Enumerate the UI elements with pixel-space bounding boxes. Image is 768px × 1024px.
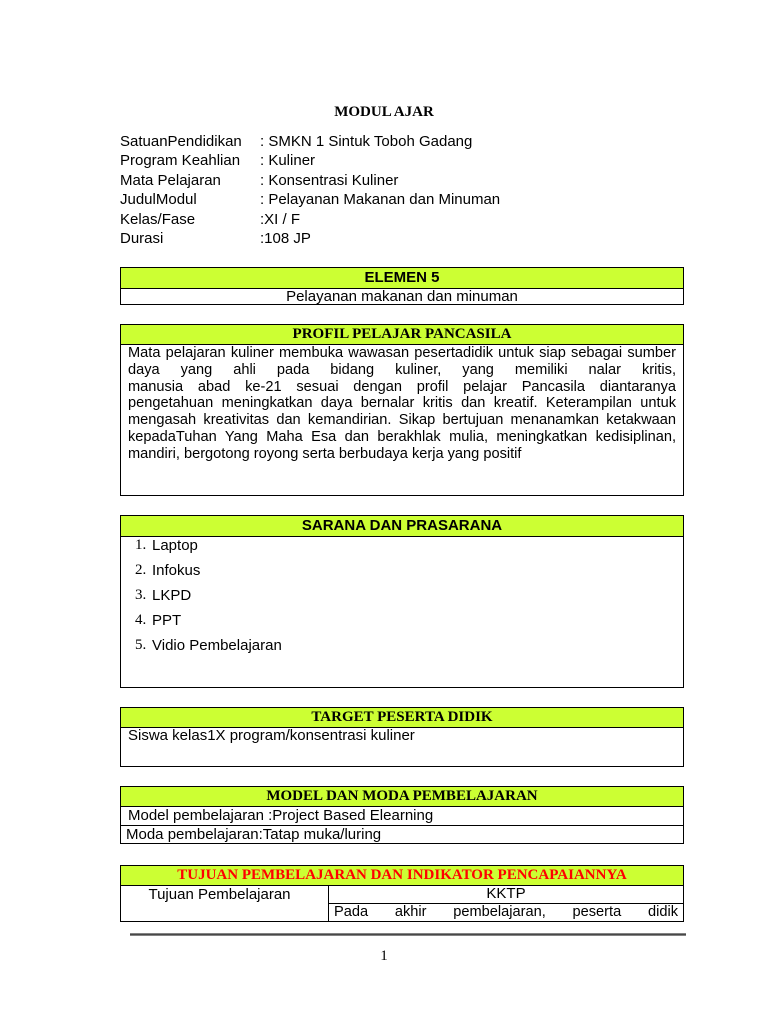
target-table bbox=[120, 707, 684, 767]
list-number: 5. bbox=[135, 637, 147, 653]
elemen-header: ELEMEN 5 bbox=[121, 268, 683, 289]
model-row: Model pembelajaran :Project Based Elearning bbox=[121, 807, 683, 826]
profil-line-2: manusia abad ke-21 sesuai dengan profil pelajar Pancasila diantaranya pengetahuan meningkatkan daya bernalar kritis dan kreatif. Keterampilan untuk mengasah kreativitas dan kemandirian. Sikap bertujuan menanamkan ketakwaan kepadaTuhan Yang Maha Esa dan berakhlak mulia, meningkatkan kedisiplinan, mandiri, bergotong royong serta berbudaya kerja yang positif bbox=[128, 378, 676, 462]
list-item bbox=[135, 637, 683, 662]
list-item bbox=[135, 612, 683, 637]
meta-row bbox=[120, 229, 500, 248]
list-text: Laptop bbox=[152, 537, 198, 554]
list-item bbox=[135, 587, 683, 612]
tujuan-body bbox=[121, 886, 683, 921]
sarana-header: SARANA DAN PRASARANA bbox=[121, 516, 683, 537]
target-header: TARGET PESERTA DIDIK bbox=[121, 708, 683, 728]
kktp-col-header: KKTP bbox=[329, 886, 683, 904]
meta-value: :XI / F bbox=[260, 210, 301, 228]
kktp-column bbox=[329, 886, 683, 921]
model-table bbox=[120, 786, 684, 844]
tujuan-col-header: Tujuan Pembelajaran bbox=[121, 886, 329, 921]
profil-header: PROFIL PELAJAR PANCASILA bbox=[121, 325, 683, 345]
meta-label: SatuanPendidikan bbox=[120, 133, 242, 150]
meta-row bbox=[120, 151, 500, 170]
target-content: Siswa kelas1X program/konsentrasi kuliner bbox=[128, 727, 415, 744]
list-text: PPT bbox=[152, 612, 182, 629]
profil-text bbox=[121, 345, 683, 463]
moda-row: Moda pembelajaran:Tatap muka/luring bbox=[126, 826, 382, 843]
meta-label: Mata Pelajaran bbox=[120, 171, 221, 189]
meta-row bbox=[120, 190, 500, 209]
page-divider bbox=[130, 933, 686, 936]
meta-label: Program Keahlian bbox=[120, 152, 241, 170]
list-number: 4. bbox=[135, 612, 147, 628]
list-text: Vidio Pembelajaran bbox=[152, 637, 282, 654]
tujuan-table bbox=[120, 865, 684, 922]
meta-label: Kelas/Fase bbox=[120, 210, 196, 228]
meta-label: JudulModul bbox=[120, 191, 197, 209]
page-number: 1 bbox=[380, 948, 388, 964]
meta-value: : Konsentrasi Kuliner bbox=[260, 171, 399, 189]
meta-row bbox=[120, 210, 500, 229]
list-item bbox=[135, 562, 683, 587]
meta-value: : Pelayanan Makanan dan Minuman bbox=[260, 191, 501, 209]
list-text: LKPD bbox=[152, 587, 192, 604]
list-number: 3. bbox=[135, 587, 147, 603]
meta-value: : SMKN 1 Sintuk Toboh Gadang bbox=[260, 133, 473, 150]
tujuan-header: TUJUAN PEMBELAJARAN DAN INDIKATOR PENCAPAIANNYA bbox=[121, 866, 683, 886]
meta-value: : Kuliner bbox=[260, 152, 316, 170]
list-text: Infokus bbox=[152, 562, 201, 579]
model-header: MODEL DAN MODA PEMBELAJARAN bbox=[121, 787, 683, 807]
profil-table bbox=[120, 324, 684, 496]
kktp-partial-text: Pada akhir pembelajaran, peserta didik bbox=[334, 904, 678, 920]
meta-row bbox=[120, 132, 500, 151]
meta-label: Durasi bbox=[120, 229, 164, 247]
sarana-list bbox=[121, 537, 683, 662]
module-info bbox=[120, 132, 500, 248]
list-number: 2. bbox=[135, 562, 147, 578]
meta-row bbox=[120, 171, 500, 190]
elemen-table bbox=[120, 267, 684, 305]
sarana-table bbox=[120, 515, 684, 688]
document-title: MODUL AJAR bbox=[334, 104, 434, 120]
elemen-content: Pelayanan makanan dan minuman bbox=[286, 288, 518, 305]
profil-line-1: Mata pelajaran kuliner membuka wawasan pesertadidik untuk siap sebagai sumber daya yang ahli pada bidang kuliner, yang memiliki nalar kritis, bbox=[128, 345, 676, 378]
list-number: 1. bbox=[135, 537, 147, 553]
meta-value: :108 JP bbox=[260, 229, 311, 247]
list-item bbox=[135, 537, 683, 562]
